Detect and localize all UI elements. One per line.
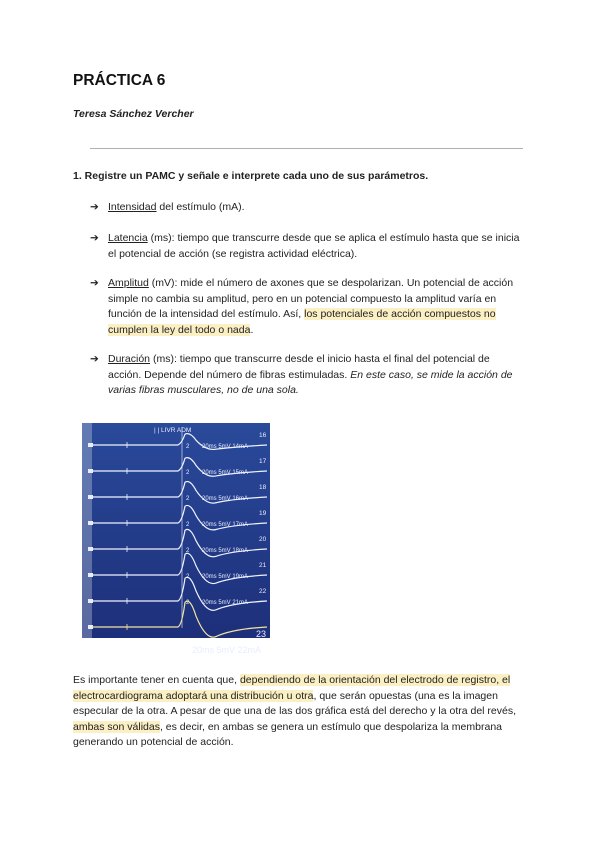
bullet-latencia (90, 231, 522, 262)
trace-stim-label: 2 (186, 574, 190, 580)
trace-number: 23 (256, 629, 267, 639)
arrow-icon: ➔ (90, 353, 99, 365)
author-name: Teresa Sánchez Vercher (73, 108, 194, 120)
trace-label: 20ms 5mV 22mA (192, 645, 262, 655)
trace-number: 21 (259, 562, 267, 569)
highlighted-text: dependiendo de la orientación del electrodo de registro, el electrocardiograma adoptará una distribución u otra (73, 674, 511, 702)
bullet-amplitud (90, 276, 522, 338)
trace-number: 17 (259, 458, 267, 465)
trace-label: 20ms 5mV 18mA (202, 548, 249, 554)
trace-stim-label: 2 (186, 522, 190, 528)
bullet-text: del estímulo (mA). (156, 201, 245, 213)
horizontal-rule (90, 148, 523, 149)
paragraph-text: Es importante tener en cuenta que, (73, 674, 240, 686)
question-heading: 1. Registre un PAMC y señale e interprete cada uno de sus parámetros. (73, 170, 429, 182)
trace-label: 20ms 5mV 21mA (202, 600, 249, 606)
paragraph-text: , que serán opuestas (una es la imagen especular de la otra. A pesar de que una de las dos gráfica está del derecho y la otra del revés, (73, 689, 517, 717)
trace-label: 20ms 5mV 17mA (202, 522, 249, 528)
trace-number: 19 (259, 510, 267, 517)
arrow-icon: ➔ (90, 201, 99, 213)
bullet-text: (mV): mide el número de axones que se despolarizan. Un potencial de acción simple no cambia su amplitud, pero en un potencial compuesto la amplitud varía en función de la intensidad del estímulo. Así, (108, 277, 514, 320)
screen-header-text: | | LIVR ADM (154, 427, 192, 434)
bullet-duracion (90, 352, 522, 399)
trace-number: 18 (259, 484, 267, 491)
arrow-icon: ➔ (90, 232, 99, 244)
term-intensidad: Intensidad (108, 201, 157, 213)
trace-label: 20ms 5mV 16mA (202, 496, 249, 502)
bullet-text: . (250, 323, 254, 336)
page-title: PRÁCTICA 6 (73, 72, 166, 89)
oscilloscope-figure (82, 423, 270, 655)
trace-label: 20ms 5mV 15mA (202, 470, 249, 476)
trace-stim-label: 2 (186, 496, 190, 502)
term-amplitud: Amplitud (108, 277, 149, 289)
bullet-text: (ms): tiempo que transcurre desde que se aplica el estímulo hasta que se inicia el potencial de acción (se registra actividad eléctrica). (108, 232, 520, 260)
trace-number: 20 (259, 536, 267, 543)
body-paragraph (73, 673, 525, 751)
term-duracion: Duración (108, 353, 151, 365)
bullet-intensidad (90, 200, 522, 216)
trace-number: 22 (259, 588, 267, 595)
oscilloscope-traces (82, 423, 270, 655)
term-latencia: Latencia (108, 232, 148, 244)
trace-stim-label: 2 (186, 470, 190, 476)
highlighted-text: ambas son válidas (73, 720, 160, 733)
trace-number: 16 (259, 432, 267, 439)
trace-label: 20ms 5mV 19mA (202, 574, 249, 580)
arrow-icon: ➔ (90, 277, 99, 289)
bullet-text: (ms): tiempo que transcurre desde el inicio hasta el final del potencial de acción. Depende del número de fibras estimuladas. (108, 353, 490, 381)
paragraph-text: , es decir, en ambas se genera un estímulo que despolariza la membrana generando un potencial de acción. (73, 720, 502, 748)
trace-stim-label: 2 (186, 444, 190, 450)
highlighted-text: los potenciales de acción compuestos no cumplen la ley del todo o nada (108, 308, 496, 336)
trace-stim-label: 2 (186, 548, 190, 554)
italic-note: En este caso, se mide la acción de varias fibras musculares, no de una sola. (108, 368, 513, 396)
screen-bezel (82, 423, 92, 638)
trace-label: 20ms 5mV 14mA (202, 444, 249, 450)
trace-stim-label: 2 (186, 600, 190, 606)
